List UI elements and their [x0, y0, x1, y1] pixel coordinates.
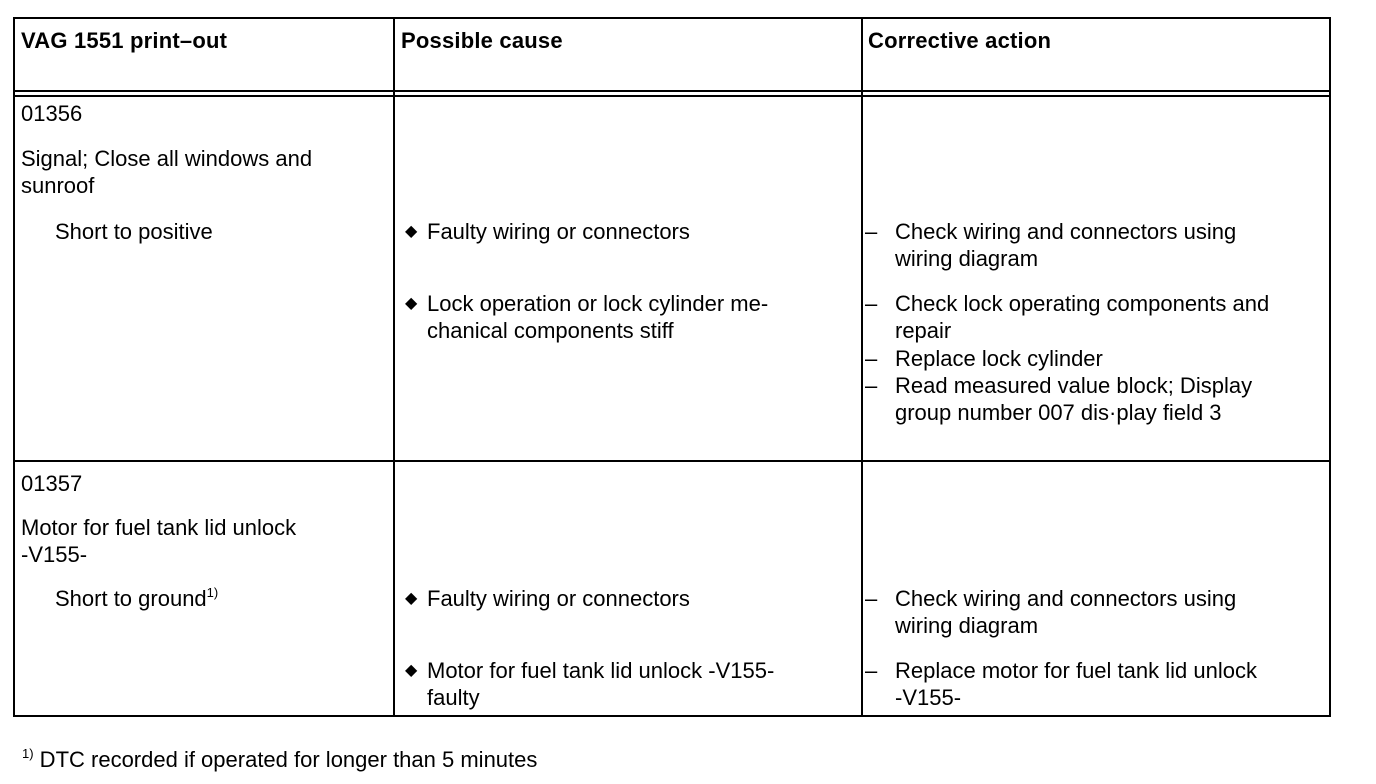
- action-text-line: wiring diagram: [895, 246, 1039, 271]
- dtc-condition: [55, 218, 213, 245]
- action-text: [895, 657, 1257, 711]
- action-text-line: repair: [895, 318, 952, 343]
- cause-text: Faulty wiring or connectors: [427, 586, 690, 611]
- dtc-condition-text: Short to positive: [55, 219, 213, 244]
- dash-bullet-icon: –: [865, 219, 878, 244]
- dtc-description: [21, 145, 312, 199]
- dash-bullet-icon: –: [865, 346, 878, 371]
- action-text-line: -V155-: [895, 685, 962, 710]
- dtc-description-line: Signal; Close all windows and: [21, 146, 313, 171]
- dash-bullet-icon: –: [865, 373, 878, 398]
- dtc-description-line: sunroof: [21, 173, 95, 198]
- dtc-description-line: -V155-: [21, 542, 88, 567]
- footnote-reference: 1): [206, 585, 219, 600]
- dash-bullet-icon: –: [865, 586, 878, 611]
- cause-text-line: chanical components stiff: [427, 318, 674, 343]
- dtc-code: 01356: [21, 101, 83, 126]
- header-corrective-action: Corrective action: [868, 28, 1052, 53]
- dtc-condition-text: Short to ground: [55, 586, 207, 611]
- action-text: [895, 218, 1236, 272]
- cause-text-line: faulty: [427, 685, 480, 710]
- footnote-text: DTC recorded if operated for longer than 5 minutes: [33, 747, 538, 772]
- action-text: [895, 290, 1269, 344]
- cause-text: Faulty wiring or connectors: [427, 219, 690, 244]
- cause-text: [427, 657, 774, 711]
- header-divider: [15, 90, 1329, 92]
- action-text: [895, 372, 1252, 426]
- diamond-bullet-icon: ◆: [405, 590, 418, 607]
- dtc-description: [21, 514, 296, 568]
- dtc-table: [13, 17, 1331, 717]
- dtc-description-line: Motor for fuel tank lid unlock: [21, 515, 297, 540]
- action-text-line: group number 007 dis·play field 3: [895, 400, 1222, 425]
- dtc-condition: [55, 585, 218, 612]
- action-text-line: Check wiring and connectors using: [895, 586, 1237, 611]
- action-text: [895, 585, 1236, 639]
- action-text-line: Replace motor for fuel tank lid unlock: [895, 658, 1257, 683]
- cause-text-line: Lock operation or lock cylinder me-: [427, 291, 769, 316]
- column-divider: [393, 19, 395, 715]
- header-divider: [15, 95, 1329, 97]
- action-text-line: Check wiring and connectors using: [895, 219, 1237, 244]
- header-possible-cause: Possible cause: [401, 28, 563, 53]
- footnote-marker: 1): [22, 746, 34, 761]
- diamond-bullet-icon: ◆: [405, 295, 418, 312]
- dash-bullet-icon: –: [865, 291, 878, 316]
- cause-text: [427, 290, 768, 344]
- column-divider: [861, 19, 863, 715]
- row-divider: [15, 460, 1329, 462]
- diamond-bullet-icon: ◆: [405, 223, 418, 240]
- action-text-line: Check lock operating components and: [895, 291, 1270, 316]
- header-vag-printout: VAG 1551 print–out: [21, 28, 228, 53]
- diamond-bullet-icon: ◆: [405, 662, 418, 679]
- cause-text-line: Motor for fuel tank lid unlock -V155-: [427, 658, 775, 683]
- footnote: [22, 747, 537, 773]
- dash-bullet-icon: –: [865, 658, 878, 683]
- action-text-line: Read measured value block; Display: [895, 373, 1253, 398]
- action-text-line: wiring diagram: [895, 613, 1039, 638]
- action-text: Replace lock cylinder: [895, 346, 1103, 371]
- dtc-code: 01357: [21, 471, 83, 496]
